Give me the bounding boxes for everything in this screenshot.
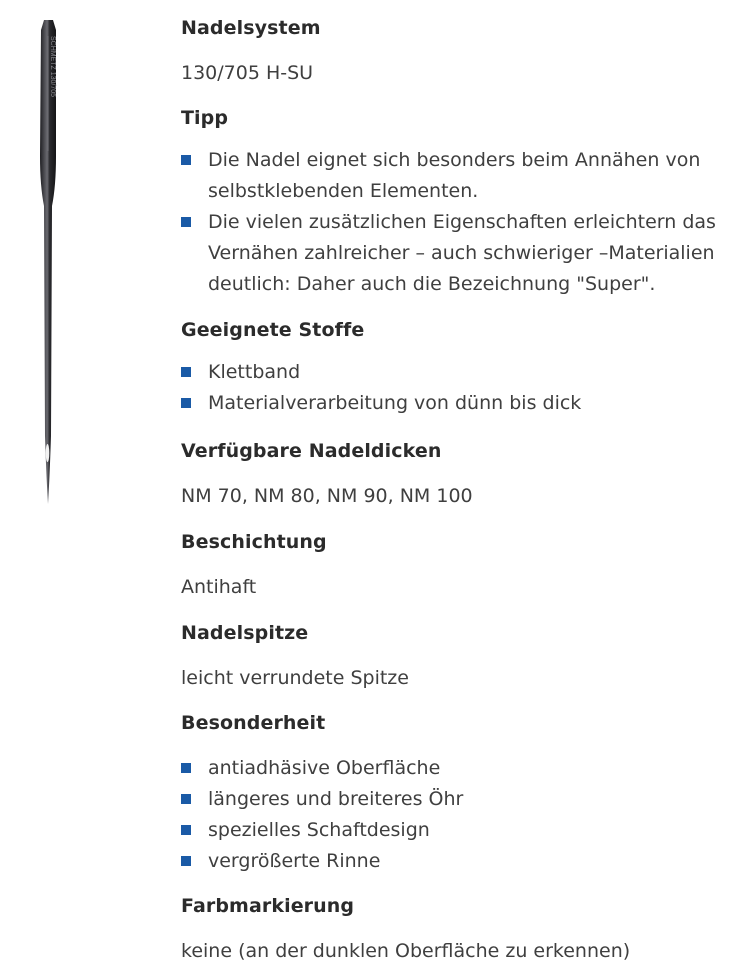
bullet-square-icon	[181, 217, 191, 227]
bullet-square-icon	[181, 856, 191, 866]
section-tipp	[181, 106, 741, 300]
list-item-text: längeres und breiteres Öhr	[208, 788, 464, 810]
section-farbmarkierung	[181, 894, 741, 963]
bullet-list	[181, 753, 741, 877]
section-value: Antihaft	[181, 576, 257, 598]
section-nadelspitze	[181, 621, 741, 690]
needle-image	[28, 16, 68, 508]
list-item	[181, 753, 741, 784]
section-heading: Beschichtung	[181, 531, 327, 553]
section-heading: Geeignete Stoffe	[181, 319, 365, 341]
bullet-square-icon	[181, 825, 191, 835]
bullet-list	[181, 145, 741, 300]
list-item-text: vergrößerte Rinne	[208, 850, 381, 872]
bullet-square-icon	[181, 794, 191, 804]
section-heading: Nadelspitze	[181, 622, 309, 644]
bullet-square-icon	[181, 398, 191, 408]
bullet-square-icon	[181, 367, 191, 377]
list-item	[181, 388, 741, 419]
section-heading: Farbmarkierung	[181, 895, 355, 917]
list-item	[181, 357, 741, 388]
needle-engraving: SCHMETZ 130/705	[49, 36, 56, 98]
section-beschichtung	[181, 530, 741, 599]
list-item-text: spezielles Schaftdesign	[208, 819, 430, 841]
bullet-square-icon	[181, 155, 191, 165]
list-item	[181, 846, 741, 877]
section-besonderheit	[181, 711, 741, 877]
bullet-list	[181, 357, 741, 419]
section-heading: Nadelsystem	[181, 17, 321, 39]
list-item-text: antiadhäsive Oberfläche	[208, 757, 441, 779]
section-heading: Besonderheit	[181, 712, 326, 734]
section-value: keine (an der dunklen Oberfläche zu erkennen)	[181, 940, 631, 962]
section-nadelsystem	[181, 16, 741, 85]
section-geeignete-stoffe	[181, 318, 741, 419]
list-item	[181, 207, 741, 300]
list-item-text: Die Nadel eignet sich besonders beim Annähen von selbstklebenden Elementen.	[208, 149, 701, 202]
list-item-text: Materialverarbeitung von dünn bis dick	[208, 392, 582, 414]
section-value: leicht verrundete Spitze	[181, 667, 409, 689]
list-item	[181, 815, 741, 846]
section-value: 130/705 H-SU	[181, 62, 314, 84]
list-item	[181, 145, 741, 207]
list-item-text: Klettband	[208, 361, 301, 383]
list-item-text: Die vielen zusätzlichen Eigenschaften erleichtern das Vernähen zahlreicher – auch schwieriger –Materialien deutlich: Daher auch die Bezeichnung "Super".	[208, 211, 716, 295]
section-value: NM 70, NM 80, NM 90, NM 100	[181, 485, 473, 507]
bullet-square-icon	[181, 763, 191, 773]
section-heading: Verfügbare Nadeldicken	[181, 440, 442, 462]
section-heading: Tipp	[181, 107, 229, 129]
list-item	[181, 784, 741, 815]
section-nadeldicken	[181, 439, 741, 508]
